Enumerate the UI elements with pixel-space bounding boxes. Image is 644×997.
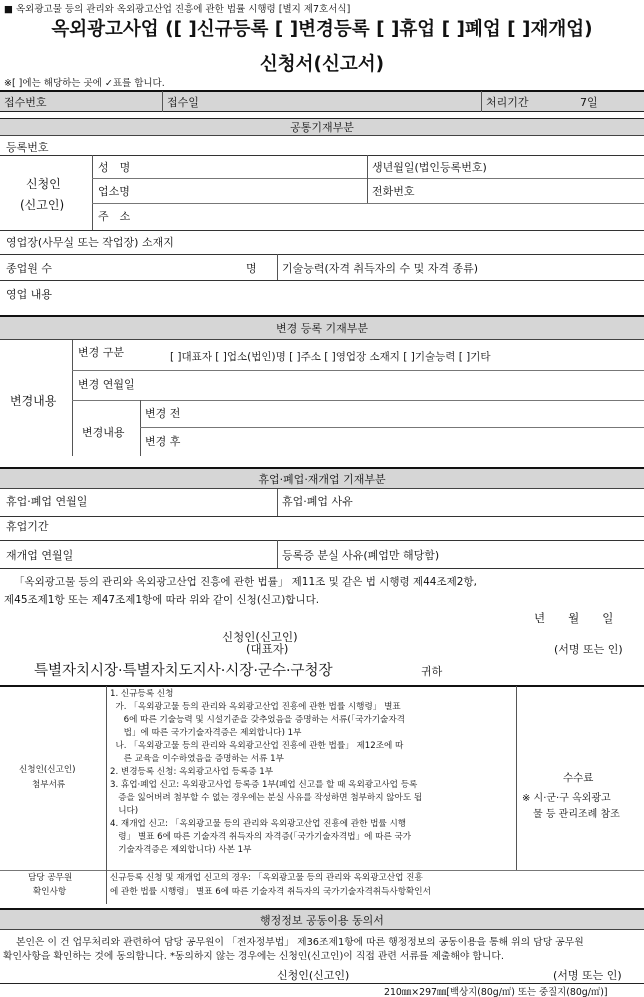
attachment-item: 2. 변경등록 신청: 옥외광고사업 등록증 1부 xyxy=(110,767,274,777)
attachment-item: 기술자격증은 제외합니다) 사본 1부 xyxy=(110,845,252,855)
declaration-representative: (대표자) xyxy=(246,642,289,656)
receipt-date-label: 접수일 xyxy=(167,96,199,109)
applicant-label-sub: (신고인) xyxy=(20,198,65,212)
attachment-item: 가. 「옥외광고물 등의 관리와 옥외광고산업 진흥에 관한 법률 시행령」 별표 xyxy=(110,702,401,712)
paper-spec: 210㎜×297㎜[백상지(80g/㎡) 또는 중질지(80g/㎡)] xyxy=(384,987,608,997)
common-section-title: 공통기재부분 xyxy=(0,118,644,136)
attachment-item: 1. 신규등록 신청 xyxy=(110,689,174,699)
suspend-date-label: 휴업·폐업 연월일 xyxy=(6,495,88,508)
attachment-item: 3. 휴업·폐업 신고: 옥외광고사업 등록증 1부(폐업 신고를 할 때 옥외광고사업 등록 xyxy=(110,780,418,790)
attachment-item: 증을 잃어버려 첨부할 수 없는 경우에는 분실 사유를 작성하면 첨부하지 않아도 됩 xyxy=(110,793,423,803)
employee-unit: 명 xyxy=(246,262,257,275)
business-content-label: 영업 내용 xyxy=(6,288,53,301)
receipt-row xyxy=(0,90,644,112)
receipt-number-label: 접수번호 xyxy=(4,96,47,109)
declaration-sign: (서명 또는 인) xyxy=(554,643,623,656)
consent-line2: 확인사항을 확인하는 것에 동의합니다. *동의하지 않는 경우에는 신청인(신고인)이 직접 관련 서류를 제출해야 합니다. xyxy=(3,951,504,962)
legal-reference: ■ 옥외광고물 등의 관리와 옥외광고산업 진흥에 관한 법률 시행령 [별지 제7호서식] xyxy=(4,4,351,15)
fee-text: ※ 시·군·구 옥외광고 xyxy=(522,793,611,804)
declaration-line1: 「옥외광고물 등의 관리와 옥외광고산업 진흥에 관한 법률」 제11조 및 같은 법 시행령 제44조제2항, xyxy=(14,576,477,588)
change-type-label: 변경 구분 xyxy=(78,346,125,359)
declaration-date: 년 월 일 xyxy=(534,611,614,625)
officer-check-label: 담당 공무원 xyxy=(28,873,73,883)
addressee-honorific: 귀하 xyxy=(421,665,443,678)
birth-label: 생년월일(법인등록번호) xyxy=(372,161,487,174)
name-label: 성 명 xyxy=(98,161,131,174)
officer-check-line1: 신규등록 신청 및 재개업 신고의 경우: 「옥외광고물 등의 관리와 옥외광고산업 진흥 xyxy=(110,873,423,883)
consent-section-title: 행정정보 공동이용 동의서 xyxy=(0,908,644,930)
office-location-label: 영업장(사무실 또는 작업장) 소재지 xyxy=(6,236,174,249)
check-note: ※[ ]에는 해당하는 곳에 ✓표를 합니다. xyxy=(4,78,165,89)
after-change-label: 변경 후 xyxy=(145,435,181,448)
registration-number-label: 등록번호 xyxy=(6,141,49,154)
attachment-item: 4. 재개업 신고: 「옥외광고물 등의 관리와 옥외광고산업 진흥에 관한 법률 시행 xyxy=(110,819,407,829)
consent-applicant: 신청인(신고인) xyxy=(277,969,350,982)
officer-check-label-sub: 확인사항 xyxy=(33,887,67,897)
lost-reason-label: 등록증 분실 사유(폐업만 해당함) xyxy=(282,549,440,562)
suspend-period-label: 휴업기간 xyxy=(6,520,49,533)
change-section-title: 변경 등록 기재부분 xyxy=(0,315,644,340)
addressee: 특별자치시장·특별자치도지사·시장·군수·구청장 xyxy=(34,663,333,679)
company-label: 업소명 xyxy=(98,185,130,198)
officer-check-line2: 에 관한 법률 시행령」 별표 6에 따른 기술자격 취득자의 국가기술자격취득사항확인서 xyxy=(110,887,431,897)
attachments-list xyxy=(110,688,514,857)
processing-period-label: 처리기간 xyxy=(486,96,529,109)
reopen-date-label: 재개업 연월일 xyxy=(6,549,74,562)
attachment-item: 법」에 따른 국가기술자격증은 제외합니다) 1부 xyxy=(110,728,302,738)
declaration-applicant: 신청인(신고인) xyxy=(222,630,298,644)
consent-sign: (서명 또는 인) xyxy=(553,969,622,982)
processing-period-value: 7일 xyxy=(580,96,598,109)
attachments-label: 신청인(신고인) xyxy=(19,765,76,775)
attachment-item: 6에 따른 기술능력 및 시설기준을 갖추었음을 증명하는 서류(「국가기술자격 xyxy=(110,715,405,725)
change-content-side-label: 변경내용 xyxy=(10,394,57,408)
fee-text-sub: 물 등 관리조례 참조 xyxy=(533,809,620,820)
attachment-item: 령」 별표 6에 따른 기술자격 취득자의 자격증(「국가기술자격법」에 따른 국가 xyxy=(110,832,412,842)
change-type-options[interactable]: [ ]대표자 [ ]업소(법인)명 [ ]주소 [ ]영업장 소재지 [ ]기술능력 [ ]기타 xyxy=(170,351,491,363)
applicant-label: 신청인 xyxy=(26,177,61,191)
attachment-item: 른 교육을 이수하였음을 증명하는 서류 1부 xyxy=(110,754,284,764)
suspend-reason-label: 휴업·폐업 사유 xyxy=(282,495,353,508)
attachments-label-sub: 첨부서류 xyxy=(32,780,66,790)
suspend-section-title: 휴업·폐업·재개업 기재부분 xyxy=(0,467,644,489)
attachment-item: 니다) xyxy=(110,806,139,816)
consent-line1: 본인은 이 건 업무처리와 관련하여 담당 공무원이 「전자정부법」 제36조제1항에 따른 행정정보의 공동이용을 통해 위의 담당 공무원 xyxy=(16,937,584,948)
attachment-item: 나. 「옥외광고물 등의 관리와 옥외광고산업 진흥에 관한 법률」 제12조에 따 xyxy=(110,741,404,751)
employee-count-label: 종업원 수 xyxy=(6,262,53,275)
declaration-line2: 제45조제1항 또는 제47조제1항에 따라 위와 같이 신청(신고)합니다. xyxy=(4,594,320,606)
fee-label: 수수료 xyxy=(563,772,594,784)
phone-label: 전화번호 xyxy=(372,185,415,198)
skills-label: 기술능력(자격 취득자의 수 및 자격 종류) xyxy=(282,262,479,275)
before-change-label: 변경 전 xyxy=(145,407,181,420)
change-date-label: 변경 연월일 xyxy=(78,378,135,391)
form-subtitle: 신청서(신고서) xyxy=(259,54,385,75)
address-label: 주 소 xyxy=(98,210,131,223)
change-detail-label: 변경내용 xyxy=(82,426,125,439)
form-title: 옥외광고사업 ([ ]신규등록 [ ]변경등록 [ ]휴업 [ ]폐업 [ ]재개업) xyxy=(51,19,593,40)
